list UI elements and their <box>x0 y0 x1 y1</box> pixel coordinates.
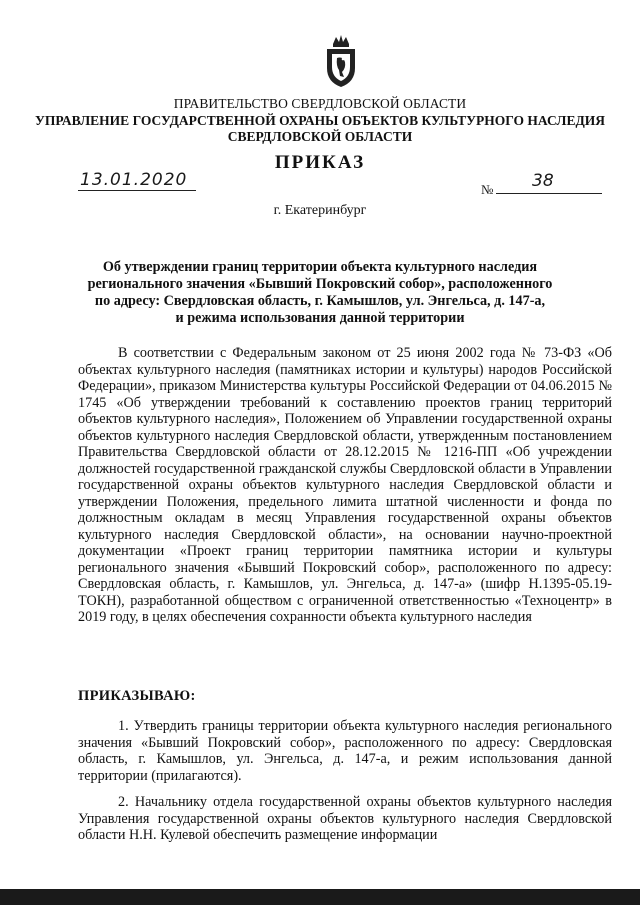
order-heading: ПРИКАЗЫВАЮ: <box>78 688 196 704</box>
date-underline <box>78 190 196 191</box>
title-line1: Об утверждении границ территории объекта культурного наследия <box>102 259 538 275</box>
title-line4: и режима использования данной территории <box>175 310 465 326</box>
number-underline <box>496 193 602 194</box>
city: г. Екатеринбург <box>273 203 367 218</box>
document-number: 38 <box>532 171 554 191</box>
title-line3: по адресу: Свердловская область, г. Камышлов, ул. Энгельса, д. 147-а, <box>94 293 546 309</box>
document-date: 13.01.2020 <box>80 170 188 190</box>
title-line2: регионального значения «Бывший Покровский собор», расположенного <box>87 276 553 292</box>
government-name: ПРАВИТЕЛЬСТВО СВЕРДЛОВСКОЙ ОБЛАСТИ <box>173 96 467 111</box>
preamble-paragraph: В соответствии с Федеральным законом от 25 июня 2002 года № 73-ФЗ «Об объектах культурного наследия (памятниках истории и культуры) народов Российской Федерации», приказом Министерства культуры Российской Федерации от 04.06.2015 № 1745 «Об утверждении требований к составлению проектов границ территорий объектов культурного наследия», Положением об Управлении государственной охраны объектов культурного наследия Свердловской области, утвержденным постановлением Правительства Свердловской области от 28.12.2015 № 1216-ПП «Об учреждении должностей государственной гражданской службы Свердловской области в Управлении государственной охраны объектов культурного наследия Свердловской области и утверждении Положения, предельного лимита штатной численности и фонда по должностным окладам в месяц Управления государственной охраны объектов культурного наследия Свердловской области», на основании научно-проектной документации «Проект границ территории памятника истории и культуры регионального значения «Бывший Покровский собор», расположенного по адресу: Свердловская область, г. Камышлов, ул. Энгельса, д. 147-а» (шифр Н.1395-05.19-ТОКН), разработанной обществом с ограниченной ответственностью «Техноцентр» в 2019 году, в целях обеспечения сохранности объекта культурного наследия <box>78 345 612 625</box>
department-name-line2: СВЕРДЛОВСКОЙ ОБЛАСТИ <box>227 129 413 144</box>
scan-bottom-edge <box>0 889 640 905</box>
order-item-2: 2. Начальнику отдела государственной охраны объектов культурного наследия Управления государственной охраны объектов культурного наследия Свердловской области Н.Н. Кулевой обеспечить размещение информации <box>78 794 612 843</box>
department-name <box>0 113 640 145</box>
order-item-1: 1. Утвердить границы территории объекта культурного наследия регионального значения «Бывший Покровский собор», расположенного по адресу: Свердловская область, г. Камышлов, ул. Энгельса, д. 147-а, и режим использования данной территории (прилагаются). <box>78 718 612 784</box>
document-title <box>0 259 640 327</box>
coat-of-arms-icon <box>324 34 358 88</box>
document-type: ПРИКАЗ <box>274 152 366 173</box>
number-label: № <box>481 182 494 197</box>
department-name-line1: УПРАВЛЕНИЕ ГОСУДАРСТВЕННОЙ ОХРАНЫ ОБЪЕКТОВ КУЛЬТУРНОГО НАСЛЕДИЯ <box>34 113 606 128</box>
